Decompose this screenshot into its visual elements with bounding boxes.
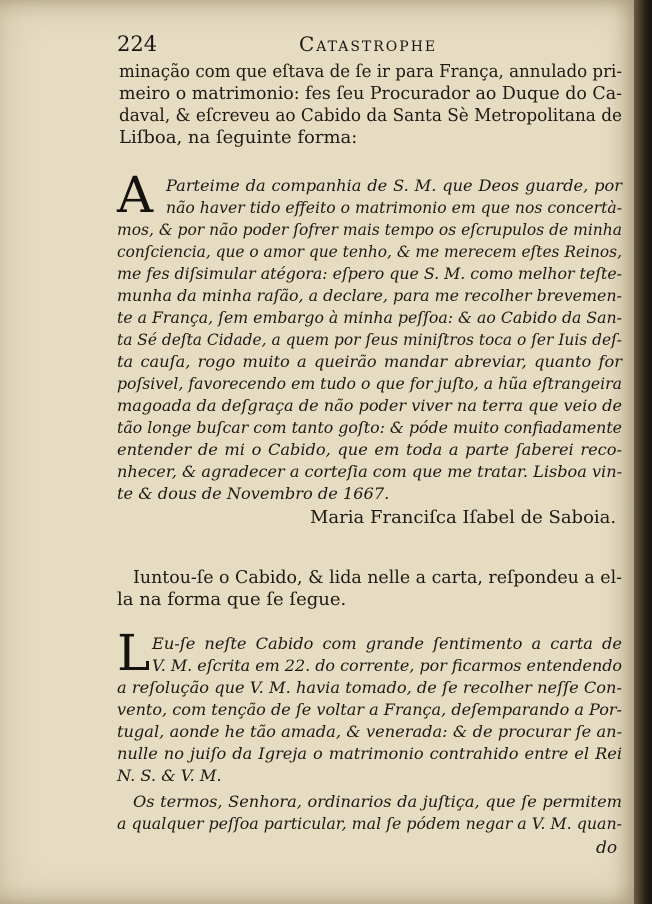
letter-line: tugal, aonde he tão amada, & venerada: & de procurar ſe an- (117, 722, 623, 741)
letter-line: te & dous de Novembro de 1667. (117, 484, 390, 503)
text-line: meiro o matrimonio: fes ſeu Procurador ao Duque do Ca- (119, 83, 622, 104)
letter-line: tão longe buſcar com tanto goſto: & póde muito confiadamente (117, 418, 623, 437)
signature: Maria Franciſca Iſabel de Saboia. (310, 507, 617, 528)
letter-line: te a França, ſem embargo à minha peſſoa: & ao Cabido da San- (117, 308, 622, 327)
letter-line: N. S. & V. M. (117, 766, 222, 785)
letter-line: a qualquer peſſoa particular, mal ſe pódem negar a V. M. quan- (117, 814, 622, 833)
letter-line: nhecer, & agradecer a corteſia com que me tratar. Lisboa vin- (117, 462, 623, 481)
letter-line: Eu-ſe neſte Cabido com grande ſentimento a carta de (152, 634, 622, 653)
text-line: la na forma que ſe ſegue. (117, 589, 347, 610)
text-line: Iuntou-ſe o Cabido, & lida nelle a carta, reſpondeu a el- (133, 567, 623, 588)
letter-line: V. M. eſcrita em 22. do corrente, por ficarmos entendendo (152, 656, 623, 675)
page-number: 224 (117, 32, 158, 56)
letter-line: magoada da deſgraça de não poder viver na terra que veio de (117, 396, 622, 415)
letter-line: nulle no juiſo da Igreja o matrimonio contrahido entre el Rei (117, 744, 623, 763)
letter-line: me fes diſsimular atégora: eſpero que S. M. como melhor teſte- (117, 264, 623, 283)
letter-line: ta Sé deſta Cidade, a quem por ſeus miniſtros toca o ſer Iuis deſ- (117, 330, 623, 349)
letter-line: munha da minha raſão, a declare, para me recolher brevemen- (117, 286, 622, 305)
letter-line: vento, com tenção de ſe voltar a França, deſemparando a Por- (117, 700, 622, 719)
letter-line: entender de mi o Cabido, que em toda a parte ſaberei reco- (117, 440, 622, 459)
text-line: Liſboa, na ſeguinte forma: (119, 127, 358, 148)
catchword: do (596, 838, 618, 858)
drop-cap: L (117, 624, 151, 682)
running-title: Catastrophe (299, 32, 438, 56)
text-line: minação com que eſtava de ſe ir para França, annulado pri- (119, 61, 623, 82)
letter-line: mos, & por não poder ſofrer mais tempo os eſcrupulos de minha (117, 220, 622, 239)
letter-line: ta cauſa, rogo muito a queirão mandar abreviar, quanto for (117, 352, 622, 371)
book-fore-edge (634, 0, 652, 904)
letter-line: não haver tido effeito o matrimonio em que nos concertà- (166, 198, 623, 217)
letter-line: Parteime da companhia de S. M. que Deos guarde, por (166, 176, 622, 195)
page-header (117, 32, 617, 58)
drop-cap: A (117, 166, 154, 224)
letter-line: poſsivel, favorecendo em tudo o que for juſto, a hũa eſtrangeira (117, 374, 622, 393)
letter-line: Os termos, Senhora, ordinarios da juſtiça, que ſe permitem (133, 792, 622, 811)
letter-line: conſciencia, que o amor que tenho, & me merecem eſtes Reinos, (117, 242, 622, 261)
text-line: daval, & eſcreveu ao Cabido da Santa Sè Metropolitana de (119, 105, 623, 126)
letter-line: a reſolução que V. M. havia tomado, de ſe recolher neſſe Con- (117, 678, 622, 697)
